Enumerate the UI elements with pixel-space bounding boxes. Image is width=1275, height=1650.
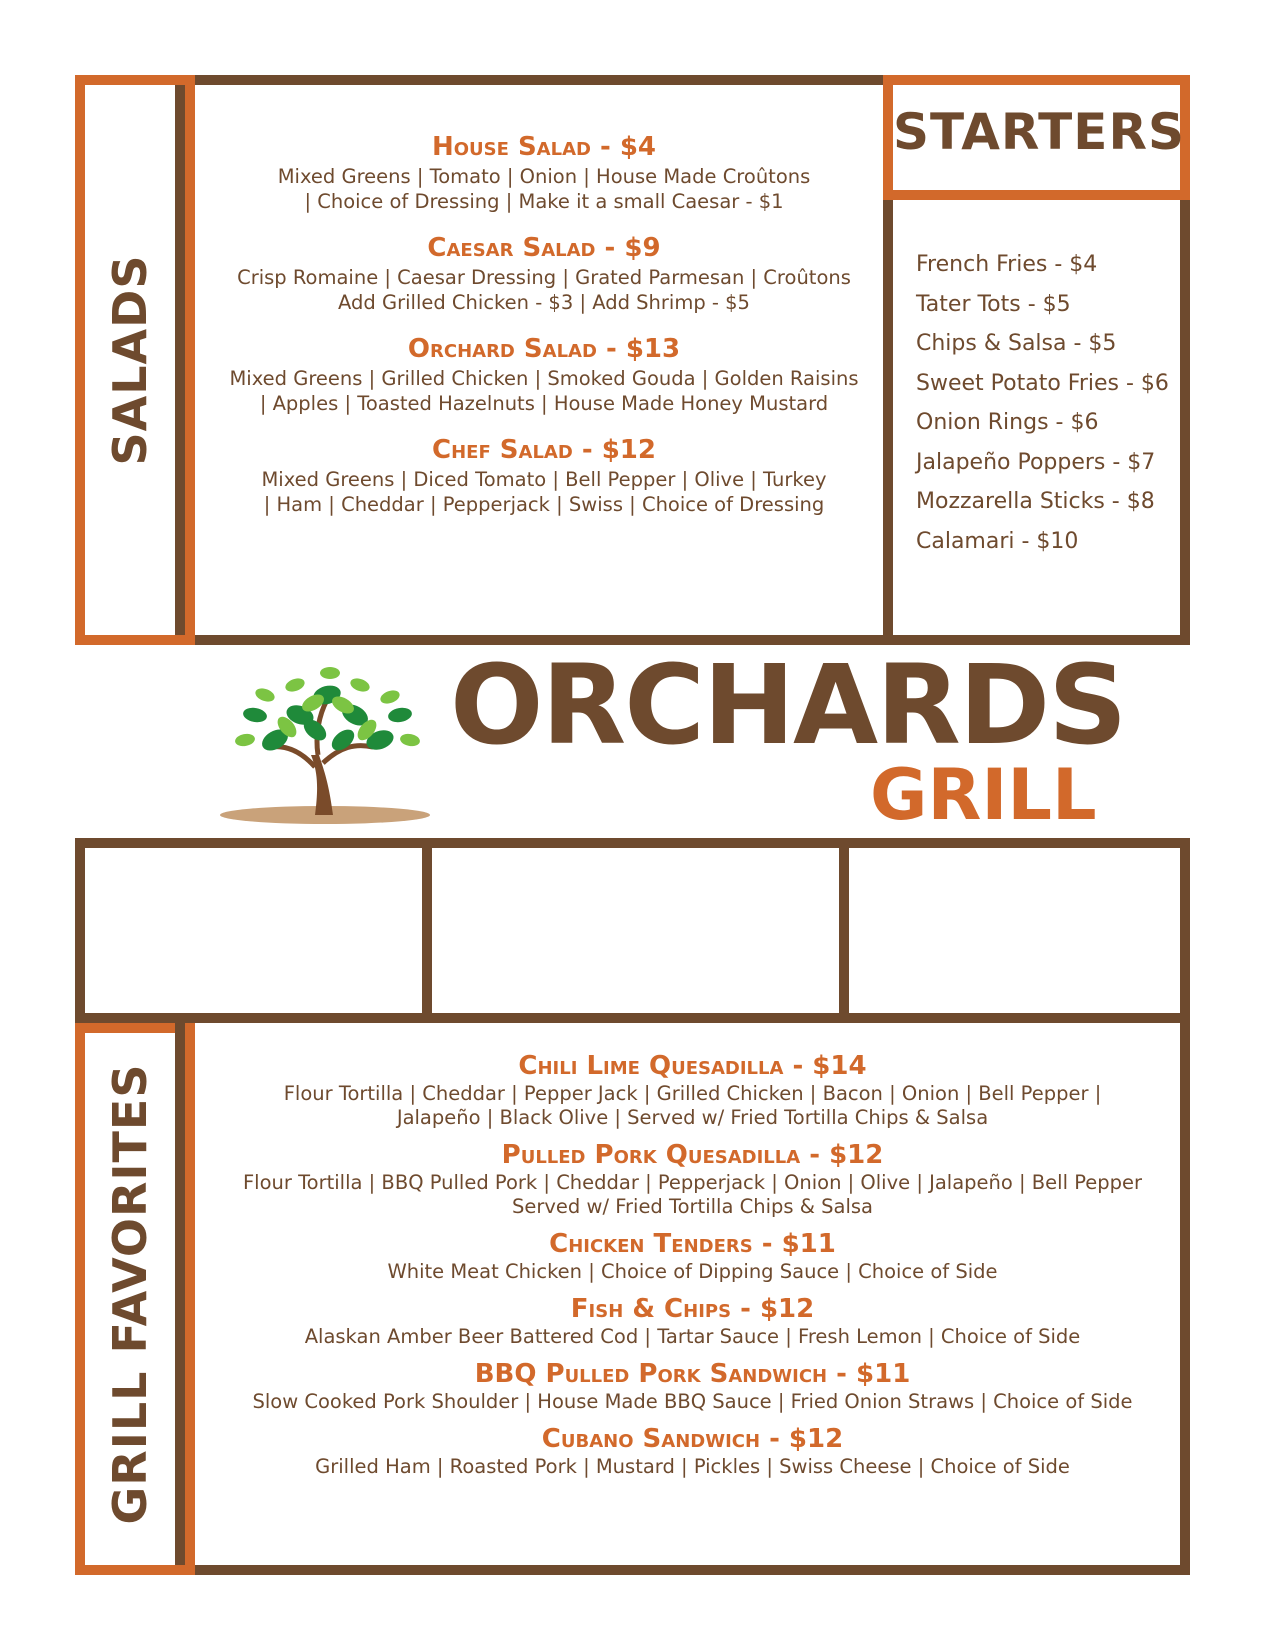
menu-item-description: Mixed Greens | Diced Tomato | Bell Pepper | Olive | Turkey | Ham | Cheddar | Pepperjack | Swiss | Choice of Dressing (261, 468, 827, 516)
starters-label: STARTERS (893, 103, 1185, 161)
tree-icon (215, 655, 435, 825)
starter-item: Chips & Salsa - $5 (916, 331, 1117, 356)
menu-item (205, 332, 883, 416)
menu-item-title: Chicken Tenders - $11 (549, 1229, 836, 1259)
menu-item-title: Chili Lime Quesadilla - $14 (518, 1051, 867, 1081)
photo-placeholder (422, 838, 849, 1023)
menu-item-title: House Salad - $4 (431, 132, 657, 162)
menu-item-description: Grilled Ham | Roasted Pork | Mustard | Pickles | Swiss Cheese | Choice of Side (315, 1455, 1070, 1478)
menu-item (205, 1050, 1180, 1130)
menu-item-title: Cubano Sandwich - $12 (541, 1424, 844, 1454)
menu-item (205, 1293, 1180, 1349)
menu-item (205, 1139, 1180, 1219)
menu-item-description: Slow Cooked Pork Shoulder | House Made BBQ Sauce | Fried Onion Straws | Choice of Side (252, 1390, 1133, 1413)
grill-label: GRILL FAVORITES (103, 1063, 157, 1525)
starter-item: Mozzarella Sticks - $8 (916, 489, 1155, 514)
menu-item (205, 1228, 1180, 1284)
starters-header (883, 75, 1190, 200)
starter-item: French Fries - $4 (916, 252, 1098, 277)
logo-name: ORCHARDS (450, 641, 1126, 769)
salads-tab-inner (85, 85, 185, 635)
menu-item-title: Pulled Pork Quesadilla - $12 (501, 1140, 884, 1170)
menu-item-title: Chef Salad - $12 (432, 435, 656, 465)
starter-item: Onion Rings - $6 (916, 410, 1099, 435)
menu-item (205, 231, 883, 315)
starter-item: Calamari - $10 (916, 528, 1079, 554)
menu-item (205, 433, 883, 517)
starters-list (916, 245, 1186, 561)
menu-item-title: BBQ Pulled Pork Sandwich - $11 (474, 1359, 911, 1389)
menu-item (205, 1423, 1180, 1479)
menu-item-description: Mixed Greens | Grilled Chicken | Smoked Gouda | Golden Raisins | Apples | Toasted Hazelnuts | House Made Honey Mustard (229, 367, 859, 415)
starter-item: Sweet Potato Fries - $6 (916, 370, 1169, 396)
photo-placeholder (839, 838, 1190, 1023)
menu-item-description: Crisp Romaine | Caesar Dressing | Grated Parmesan | Croûtons Add Grilled Chicken - $3 | Add Shrimp - $5 (237, 266, 851, 314)
menu-item-title: Orchard Salad - $13 (407, 334, 681, 364)
menu-item-title: Caesar Salad - $9 (427, 233, 661, 263)
grill-tab-inner (85, 1023, 185, 1565)
logo-subname: GRILL (870, 754, 1097, 836)
salads-label: SALADS (103, 254, 157, 466)
menu-item-description: White Meat Chicken | Choice of Dipping Sauce | Choice of Side (387, 1260, 998, 1283)
photo-placeholder (75, 838, 432, 1023)
menu-item (205, 130, 883, 214)
salads-list (205, 130, 883, 534)
menu-item-title: Fish & Chips - $12 (570, 1294, 815, 1324)
menu-item-description: Alaskan Amber Beer Battered Cod | Tartar Sauce | Fresh Lemon | Choice of Side (304, 1325, 1081, 1348)
menu-item (205, 1358, 1180, 1414)
grill-list (205, 1050, 1180, 1488)
menu-item-description: Flour Tortilla | Cheddar | Pepper Jack | Grilled Chicken | Bacon | Onion | Bell Pepper | Jalapeño | Black Olive | Served w/ Fried Tortilla Chips & Salsa (283, 1082, 1102, 1129)
starter-item: Tater Tots - $5 (916, 291, 1071, 317)
menu-item-description: Flour Tortilla | BBQ Pulled Pork | Cheddar | Pepperjack | Onion | Olive | Jalapeño | Bell Pepper Served w/ Fried Tortilla Chips & Salsa (242, 1171, 1143, 1218)
starter-item: Jalapeño Poppers - $7 (916, 449, 1156, 475)
menu-item-description: Mixed Greens | Tomato | Onion | House Made Croûtons | Choice of Dressing | Make it a small Caesar - $1 (277, 165, 811, 213)
